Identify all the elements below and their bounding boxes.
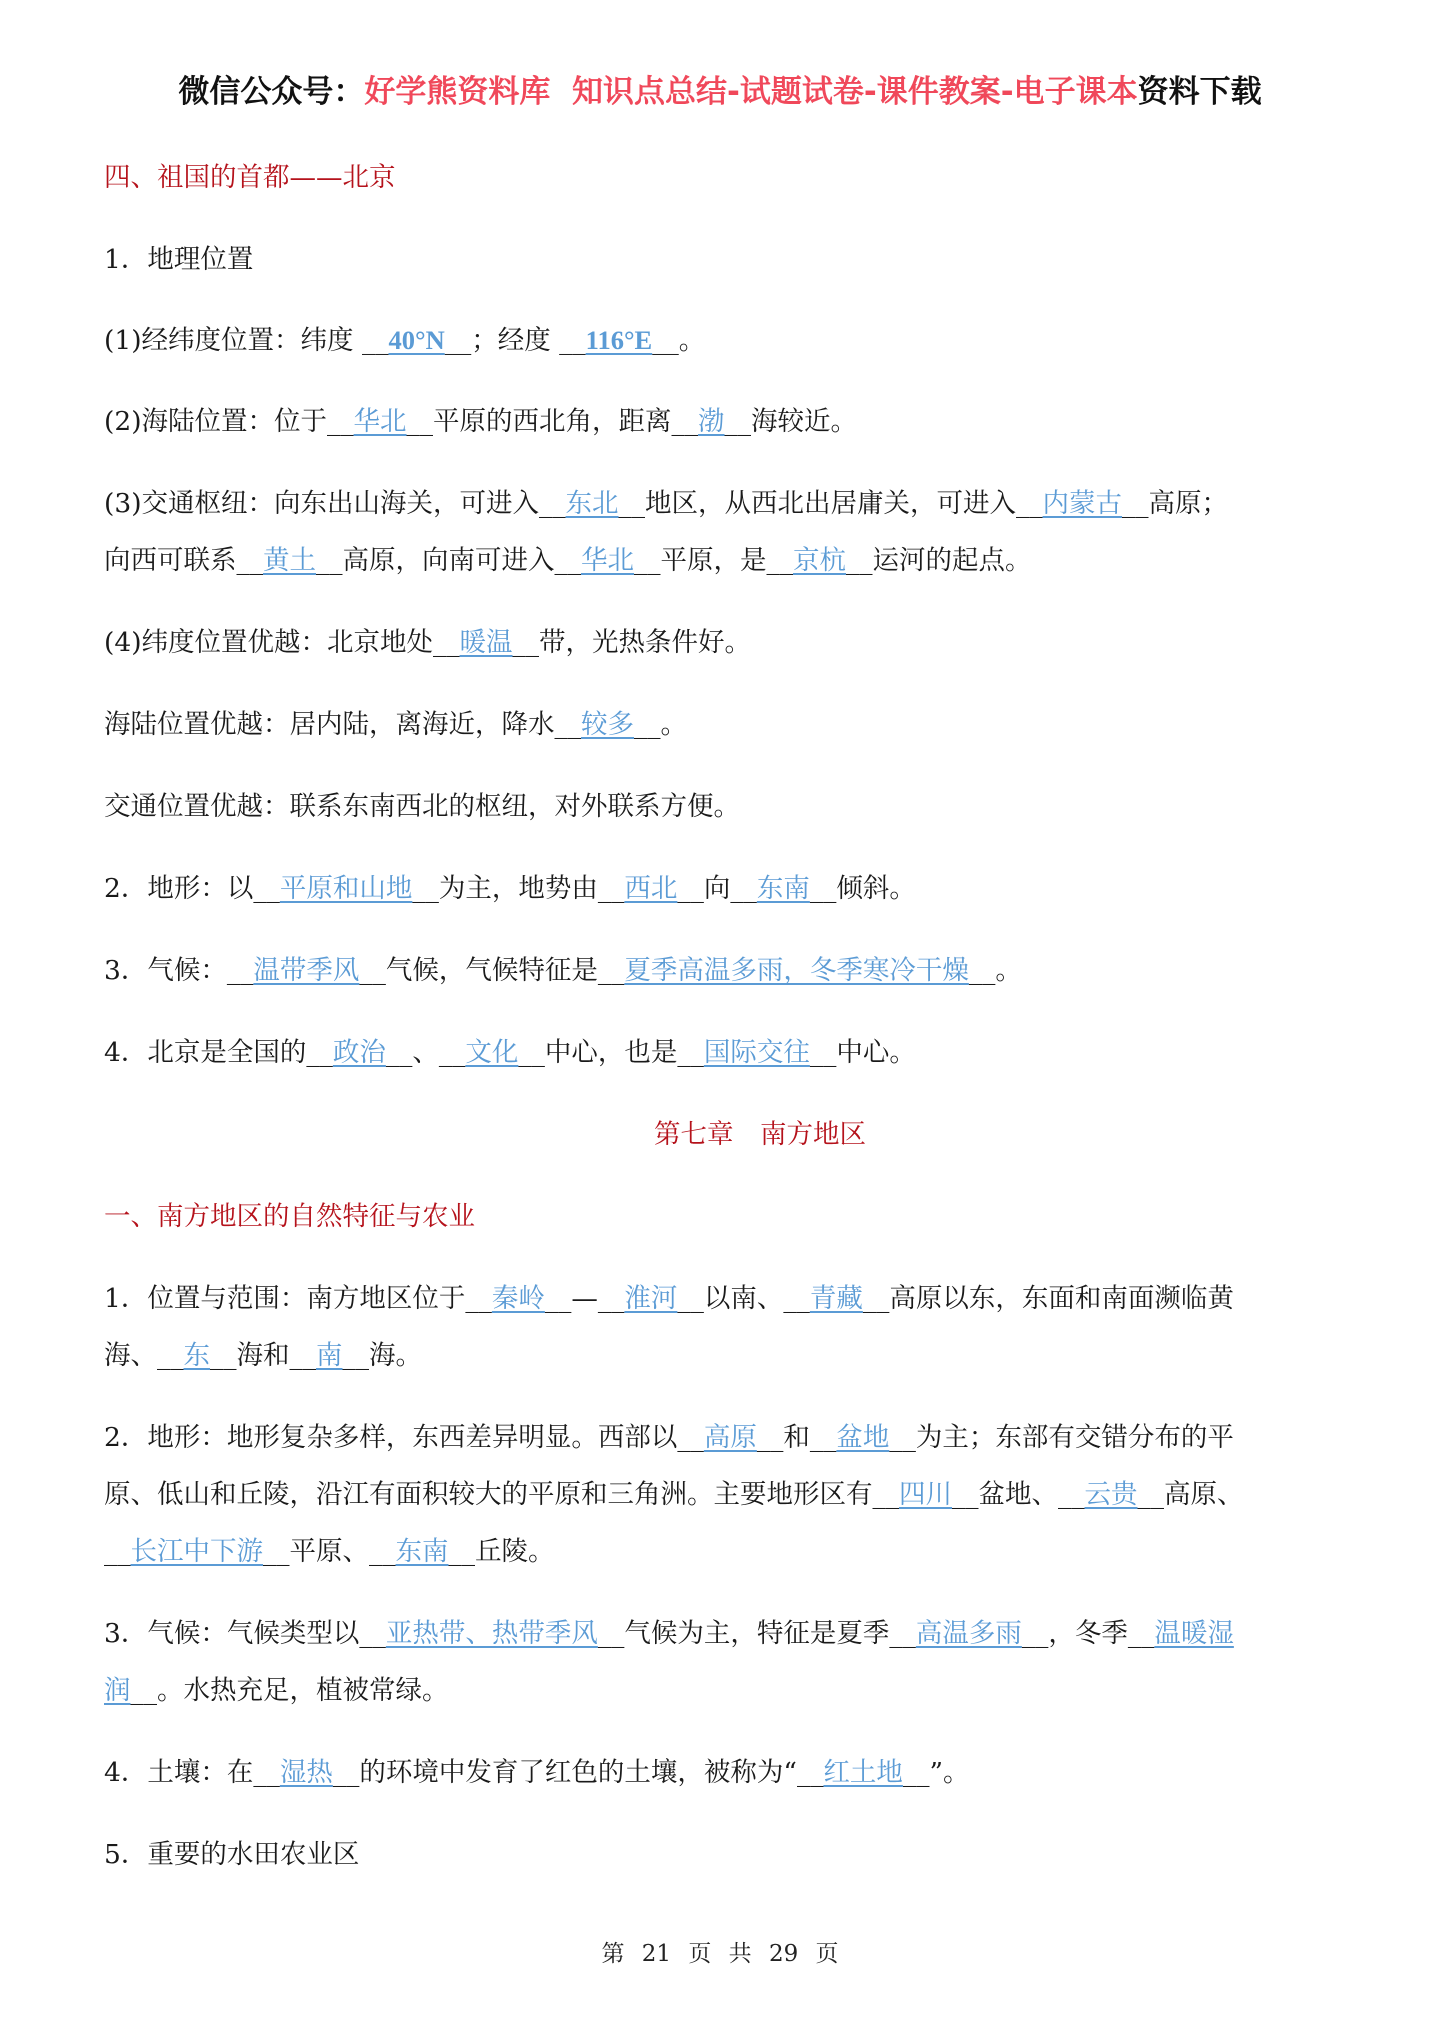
answer: 暖温 xyxy=(459,627,513,658)
answer: 四川 xyxy=(899,1479,952,1510)
banner-account: 好学熊资料库 xyxy=(364,74,551,110)
answer: 淮河 xyxy=(624,1283,678,1314)
answer: 东 xyxy=(183,1340,210,1371)
answer: 黄土 xyxy=(263,545,316,576)
answer-latitude: 40°N xyxy=(388,325,445,355)
answer: 温带季风 xyxy=(253,955,360,986)
answer: 红土地 xyxy=(823,1757,903,1788)
answer: 内蒙古 xyxy=(1042,488,1123,519)
para-climate-beijing: 3．气候：__温带季风__气候，气候特征是__夏季高温多雨，冬季寒冷干燥__。 xyxy=(104,955,1022,986)
para-soil: 4．土壤：在__湿热__的环境中发育了红色的土壤，被称为“__红土地__”。 xyxy=(104,1757,970,1788)
watermark-banner xyxy=(0,72,1440,112)
answer-longitude: 116°E xyxy=(585,325,653,355)
para-terrain-3: __长江中下游__平原、__东南__丘陵。 xyxy=(104,1536,555,1567)
para-terrain-beijing: 2．地形：以__平原和山地__为主，地势由__西北__向__东南__倾斜。 xyxy=(104,873,916,904)
answer: 东南 xyxy=(395,1536,449,1567)
answer: 东北 xyxy=(565,488,619,519)
para-terrain-2: 原、低山和丘陵，沿江有面积较大的平原和三角洲。主要地形区有__四川__盆地、__云贵__高原、 xyxy=(104,1479,1244,1510)
answer: 国际交往 xyxy=(703,1037,810,1068)
answer: 华北 xyxy=(581,545,634,576)
answer: 西北 xyxy=(624,873,678,904)
para-transport-advantage: 交通位置优越：联系东南西北的枢纽，对外联系方便。 xyxy=(104,791,740,822)
para-sea-land: (2)海陆位置：位于__华北__平原的西北角，距离__渤__海较近。 xyxy=(104,406,858,437)
para-sea-land-advantage: 海陆位置优越：居内陆，离海近，降水__较多__。 xyxy=(104,709,687,740)
answer: 京杭 xyxy=(793,545,846,576)
para-position-2: 海、__东__海和__南__海。 xyxy=(104,1340,422,1371)
answer: 华北 xyxy=(353,406,407,437)
answer: 文化 xyxy=(465,1037,519,1068)
para-climate-south-2: 润__。水热充足，植被常绿。 xyxy=(104,1675,449,1706)
para-climate-south-1: 3．气候：气候类型以__亚热带、热带季风__气候为主，特征是夏季__高温多雨__，冬季__温暖湿 xyxy=(104,1618,1234,1649)
answer: 长江中下游 xyxy=(130,1536,263,1567)
answer: 润 xyxy=(104,1675,131,1706)
answer: 青藏 xyxy=(809,1283,863,1314)
answer: 南 xyxy=(316,1340,343,1371)
para-beijing-center: 4．北京是全国的__政治__、__文化__中心，也是__国际交往__中心。 xyxy=(104,1037,916,1068)
para-lat-lon: (1)经纬度位置：纬度 __40°N__；经度 __116°E__。 xyxy=(104,325,706,356)
section-heading-south: 一、南方地区的自然特征与农业 xyxy=(104,1201,475,1232)
banner-suffix: 资料下载 xyxy=(1137,74,1262,110)
answer: 湿热 xyxy=(279,1757,333,1788)
answer: 云贵 xyxy=(1084,1479,1138,1510)
para-transport-2: 向西可联系__黄土__高原，向南可进入__华北__平原，是__京杭__运河的起点。 xyxy=(104,545,1032,576)
answer: 政治 xyxy=(332,1037,386,1068)
answer: 较多 xyxy=(581,709,634,740)
answer: 温暖湿 xyxy=(1154,1618,1234,1649)
para-latitude-advantage: (4)纬度位置优越：北京地处__暖温__带，光热条件好。 xyxy=(104,627,752,658)
banner-tagline: 知识点总结-试题试卷-课件教案-电子课本 xyxy=(571,74,1138,110)
answer: 渤 xyxy=(698,406,725,437)
para-terrain-1: 2．地形：地形复杂多样，东西差异明显。西部以__高原__和__盆地__为主；东部有交错分布的平 xyxy=(104,1422,1234,1453)
answer: 东南 xyxy=(756,873,810,904)
answer: 高温多雨 xyxy=(915,1618,1022,1649)
banner-prefix: 微信公众号： xyxy=(178,74,365,110)
answer: 平原和山地 xyxy=(279,873,413,904)
page-number: 第 21 页 共 29 页 xyxy=(601,1941,839,1967)
para-transport-1: (3)交通枢纽：向东出山海关，可进入__东北__地区，从西北出居庸关，可进入__内蒙古__高原； xyxy=(104,488,1229,519)
para-paddy: 5．重要的水田农业区 xyxy=(104,1839,360,1870)
answer: 秦岭 xyxy=(491,1283,545,1314)
chapter-title: 第七章 南方地区 xyxy=(654,1119,866,1150)
answer: 盆地 xyxy=(836,1422,890,1453)
section-heading-beijing: 四、祖国的首都——北京 xyxy=(104,162,396,193)
answer: 夏季高温多雨，冬季寒冷干燥 xyxy=(624,955,969,986)
answer: 高原 xyxy=(703,1422,757,1453)
para-position-1: 1．位置与范围：南方地区位于__秦岭__—__淮河__以南、__青藏__高原以东，东面和南面濒临黄 xyxy=(104,1283,1234,1314)
answer: 亚热带、热带季风 xyxy=(385,1618,598,1649)
subheading-location: 1．地理位置 xyxy=(104,244,254,275)
